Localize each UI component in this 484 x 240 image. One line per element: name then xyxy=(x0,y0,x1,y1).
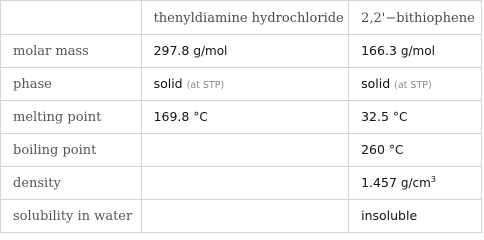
compound-1-name: thenyldiamine hydrochloride xyxy=(153,10,344,26)
value-cell-empty xyxy=(141,200,349,233)
unit-exponent: 3 xyxy=(430,174,436,184)
value: 297.8 g/mol xyxy=(153,43,228,58)
table-row-density xyxy=(1,167,482,200)
value-cell xyxy=(349,101,482,134)
value-cell xyxy=(349,200,482,233)
value: 166.3 g/mol xyxy=(361,43,435,58)
value-cell xyxy=(349,167,482,200)
row-label-cell xyxy=(1,68,142,101)
table-row-molar-mass xyxy=(1,35,482,68)
unit: °C xyxy=(388,143,404,157)
value-cell xyxy=(141,101,349,134)
row-label-cell xyxy=(1,200,142,233)
row-label: boiling point xyxy=(13,143,97,158)
value: 32.5 °C xyxy=(361,109,408,124)
unit: °C xyxy=(392,110,408,124)
value: solid xyxy=(361,76,391,91)
table-row-solubility xyxy=(1,200,482,233)
value-cell-empty xyxy=(141,134,349,167)
header-cell-empty xyxy=(1,1,142,35)
unit: g/cm xyxy=(400,176,431,190)
row-label: melting point xyxy=(13,110,102,125)
table-row-melting-point xyxy=(1,101,482,134)
header-cell-compound-1 xyxy=(141,1,349,35)
value-cell xyxy=(349,68,482,101)
value: 169.8 °C xyxy=(153,109,208,124)
value-cell xyxy=(141,35,349,68)
row-label: solubility in water xyxy=(13,209,133,224)
condition-note: (at STP) xyxy=(394,80,432,91)
row-label: molar mass xyxy=(13,44,89,59)
table-row-boiling-point xyxy=(1,134,482,167)
value-cell xyxy=(349,35,482,68)
row-label: phase xyxy=(13,77,52,92)
row-label-cell xyxy=(1,134,142,167)
row-label-cell xyxy=(1,35,142,68)
unit: g/mol xyxy=(193,44,228,58)
value: insoluble xyxy=(361,208,418,223)
compound-2-name: 2,2'−bithiophene xyxy=(361,10,475,26)
row-label-cell xyxy=(1,167,142,200)
unit: g/mol xyxy=(400,44,435,58)
row-label: density xyxy=(13,176,61,191)
table-header-row xyxy=(1,1,482,35)
row-label-cell xyxy=(1,101,142,134)
value-cell xyxy=(349,134,482,167)
value-cell-empty xyxy=(141,167,349,200)
value: solid xyxy=(153,76,183,91)
condition-note: (at STP) xyxy=(186,80,225,91)
value: 1.457 $g/cm^3$ xyxy=(361,174,436,190)
unit: °C xyxy=(193,110,208,124)
header-cell-compound-2 xyxy=(349,1,482,35)
value: 260 °C xyxy=(361,142,404,157)
table-row-phase xyxy=(1,68,482,101)
value-cell xyxy=(141,68,349,101)
